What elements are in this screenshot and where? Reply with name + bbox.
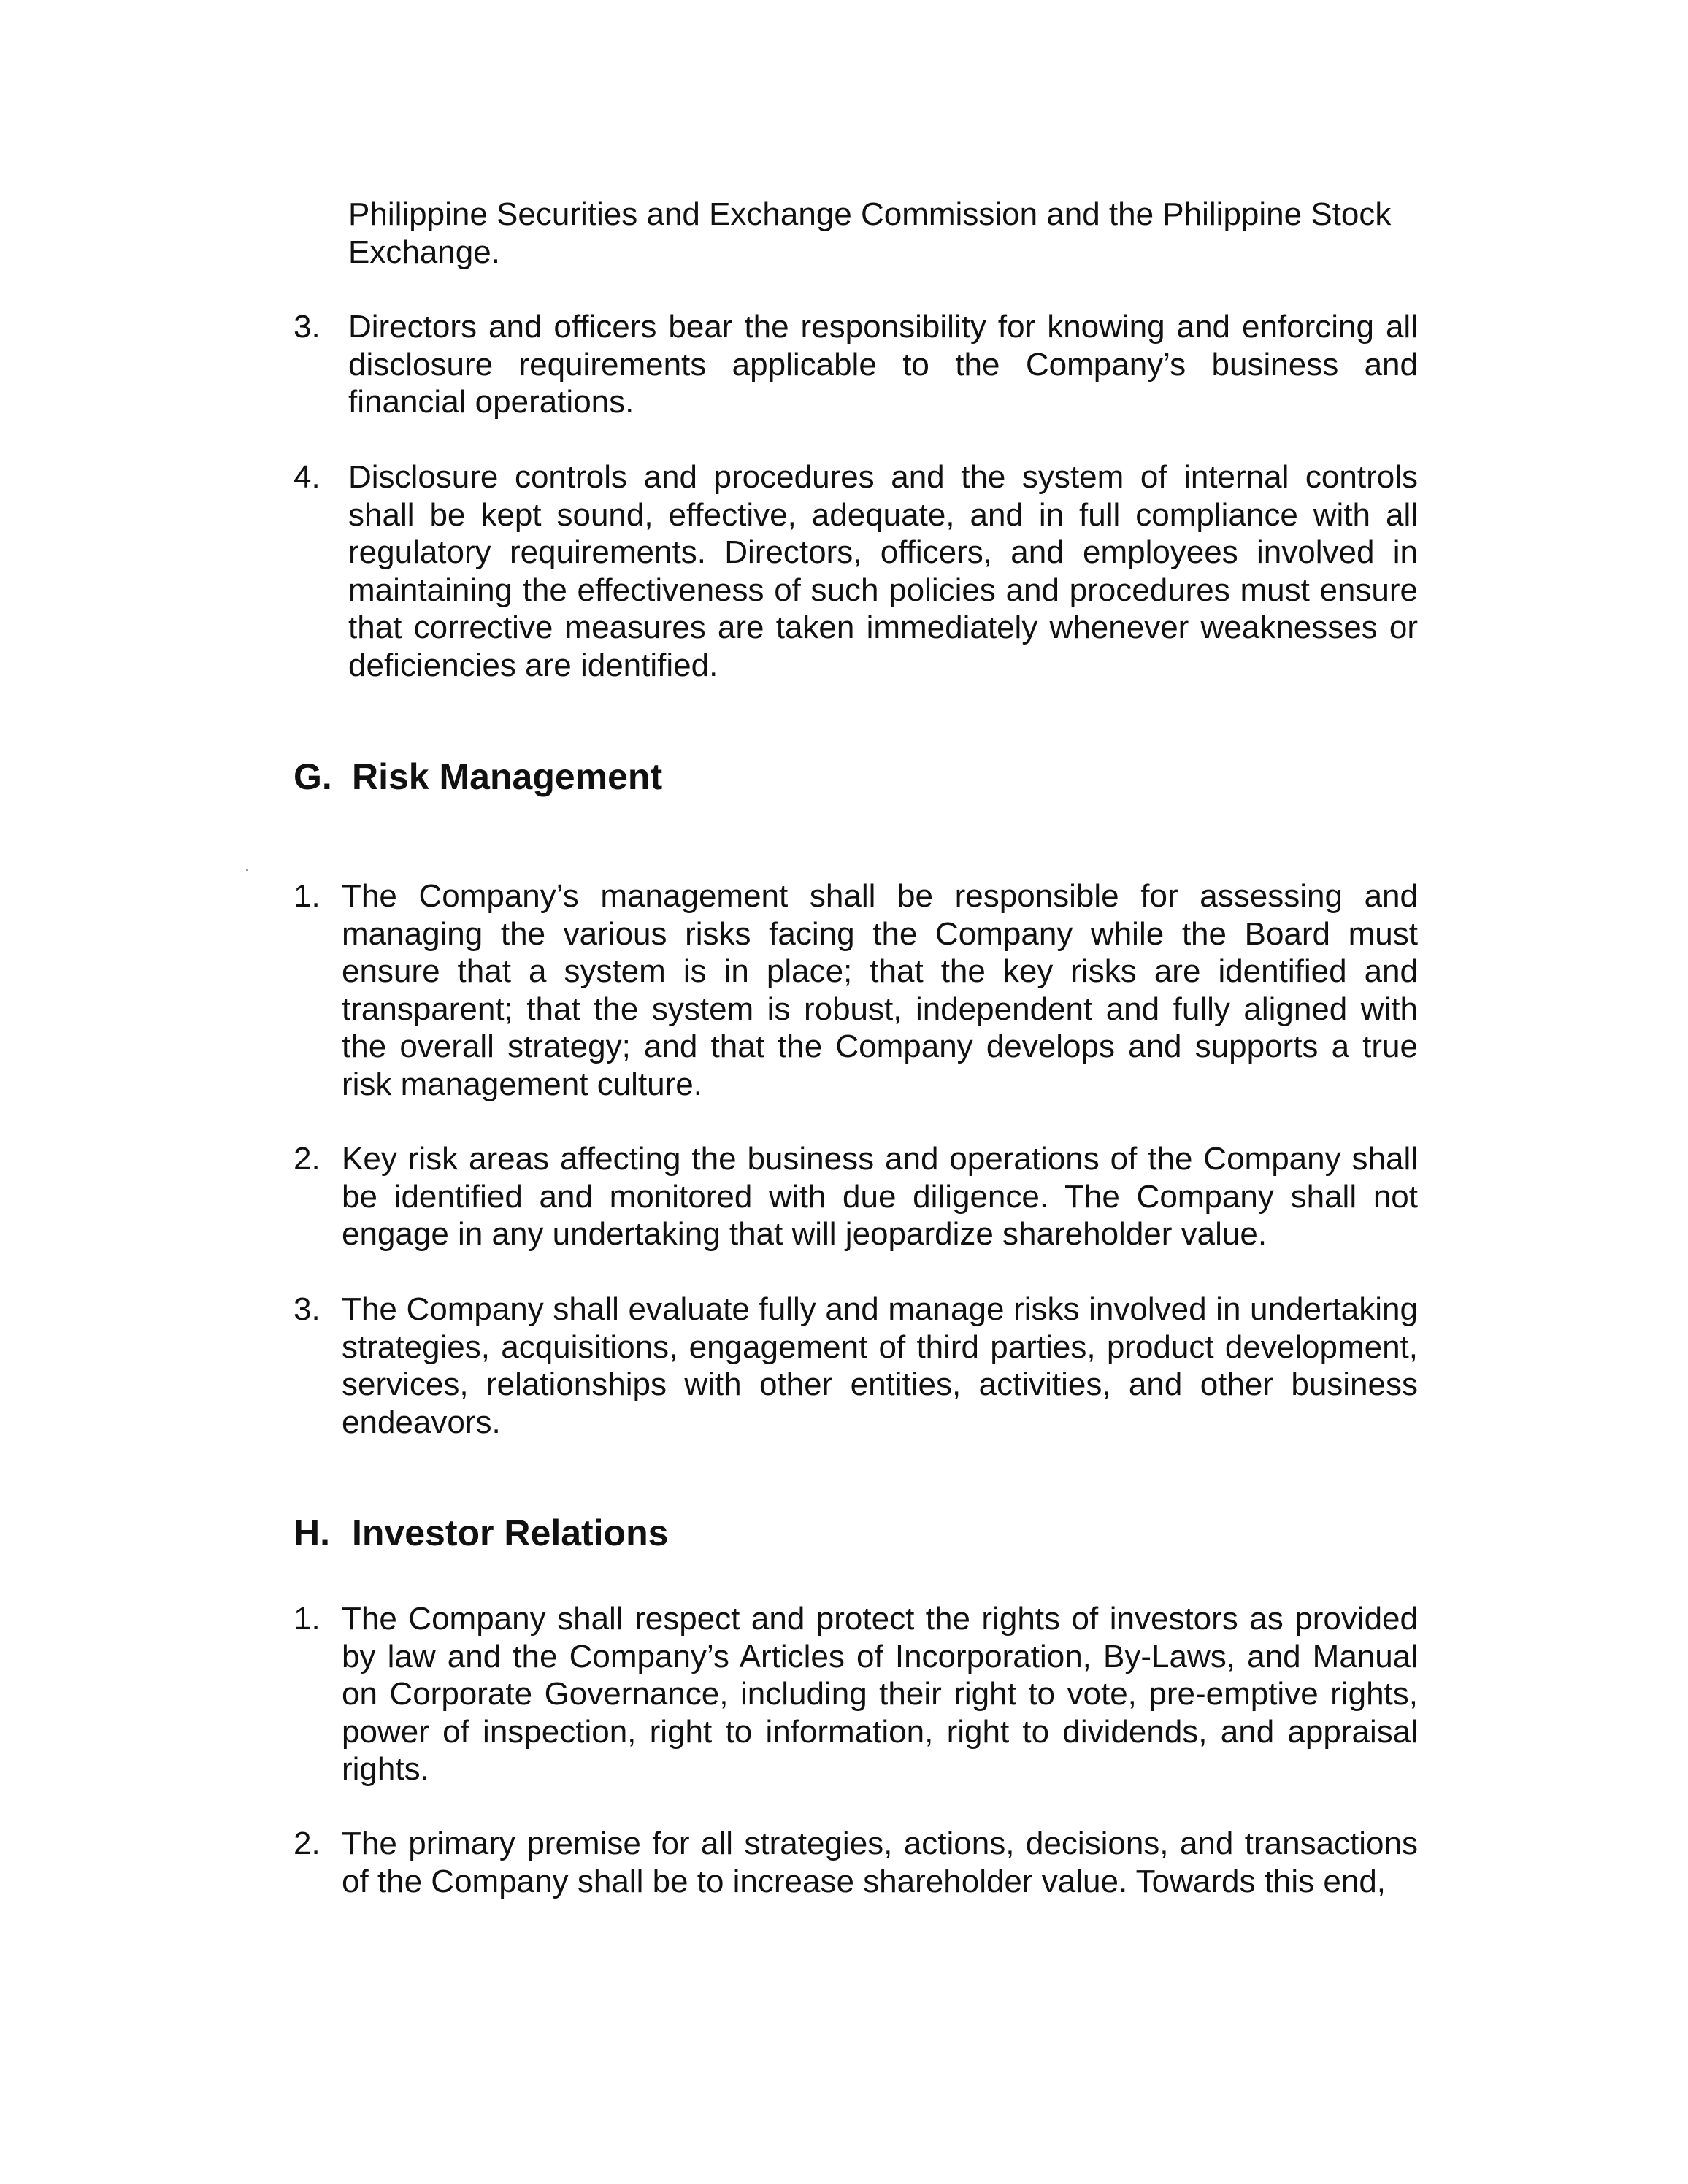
list-item-f-4 — [294, 458, 1418, 685]
list-item-f-3 — [294, 308, 1418, 422]
list-item-h-1 — [294, 1600, 1418, 1788]
list-item-text: The primary premise for all strategies, actions, decisions, and transactions of the Company shall be to increase shareholder value. Towards this end, — [342, 1826, 1418, 1899]
list-item-g-1 — [294, 877, 1418, 1104]
list-item-text: The Company shall respect and protect the rights of investors as provided by law and the Company’s Articles of Incorporation, By-Laws, and Manual on Corporate Governance, including their right to vote, pre-emptive rights, power of inspection, right to information, right to dividends, and appraisal rights. — [342, 1601, 1418, 1787]
list-item-text: The Company’s management shall be responsible for assessing and managing the various risks facing the Company while the Board must ensure that a system is in place; that the key risks are identified and transparent; that the system is robust, independent and fully aligned with the overall strategy; and that the Company develops and supports a true risk management culture. — [342, 878, 1418, 1102]
section-letter: H. — [294, 1512, 330, 1553]
list-item-g-3 — [294, 1291, 1418, 1442]
list-item-g-2 — [294, 1140, 1418, 1254]
list-item-number: 1. — [294, 1601, 321, 1637]
list-item-h-2 — [294, 1825, 1418, 1901]
section-letter: G. — [294, 756, 332, 797]
list-item-number: 3. — [294, 309, 321, 345]
section-heading-g — [294, 755, 662, 799]
intro-continuation-paragraph: Philippine Securities and Exchange Commission and the Philippine Stock Exchange. — [348, 196, 1392, 270]
list-item-text: Key risk areas affecting the business and operations of the Company shall be identified and monitored with due diligence. The Company shall not engage in any undertaking that will jeopardize shareholder value. — [342, 1141, 1418, 1252]
list-item-number: 4. — [294, 459, 321, 495]
section-heading-h — [294, 1511, 668, 1555]
list-item-number: 2. — [294, 1826, 321, 1861]
list-item-text: Disclosure controls and procedures and the system of internal controls shall be kept sound, effective, adequate, and in full compliance with all regulatory requirements. Directors, officers, and employees involved in maintaining the effectiveness of such policies and procedures must ensure that corrective measures are taken immediately whenever weaknesses or deficiencies are identified. — [348, 459, 1418, 683]
section-title: Risk Management — [352, 756, 663, 797]
scan-speck — [246, 869, 248, 871]
list-item-number: 1. — [294, 878, 321, 914]
list-item-number: 3. — [294, 1291, 321, 1327]
section-title: Investor Relations — [352, 1512, 669, 1553]
list-item-number: 2. — [294, 1141, 321, 1177]
list-item-text: The Company shall evaluate fully and manage risks involved in undertaking strategies, acquisitions, engagement of third parties, product development, services, relationships with other entities, activities, and other business endeavors. — [342, 1291, 1418, 1440]
list-item-text: Directors and officers bear the responsibility for knowing and enforcing all disclosure requirements applicable to the Company’s business and financial operations. — [348, 309, 1418, 420]
